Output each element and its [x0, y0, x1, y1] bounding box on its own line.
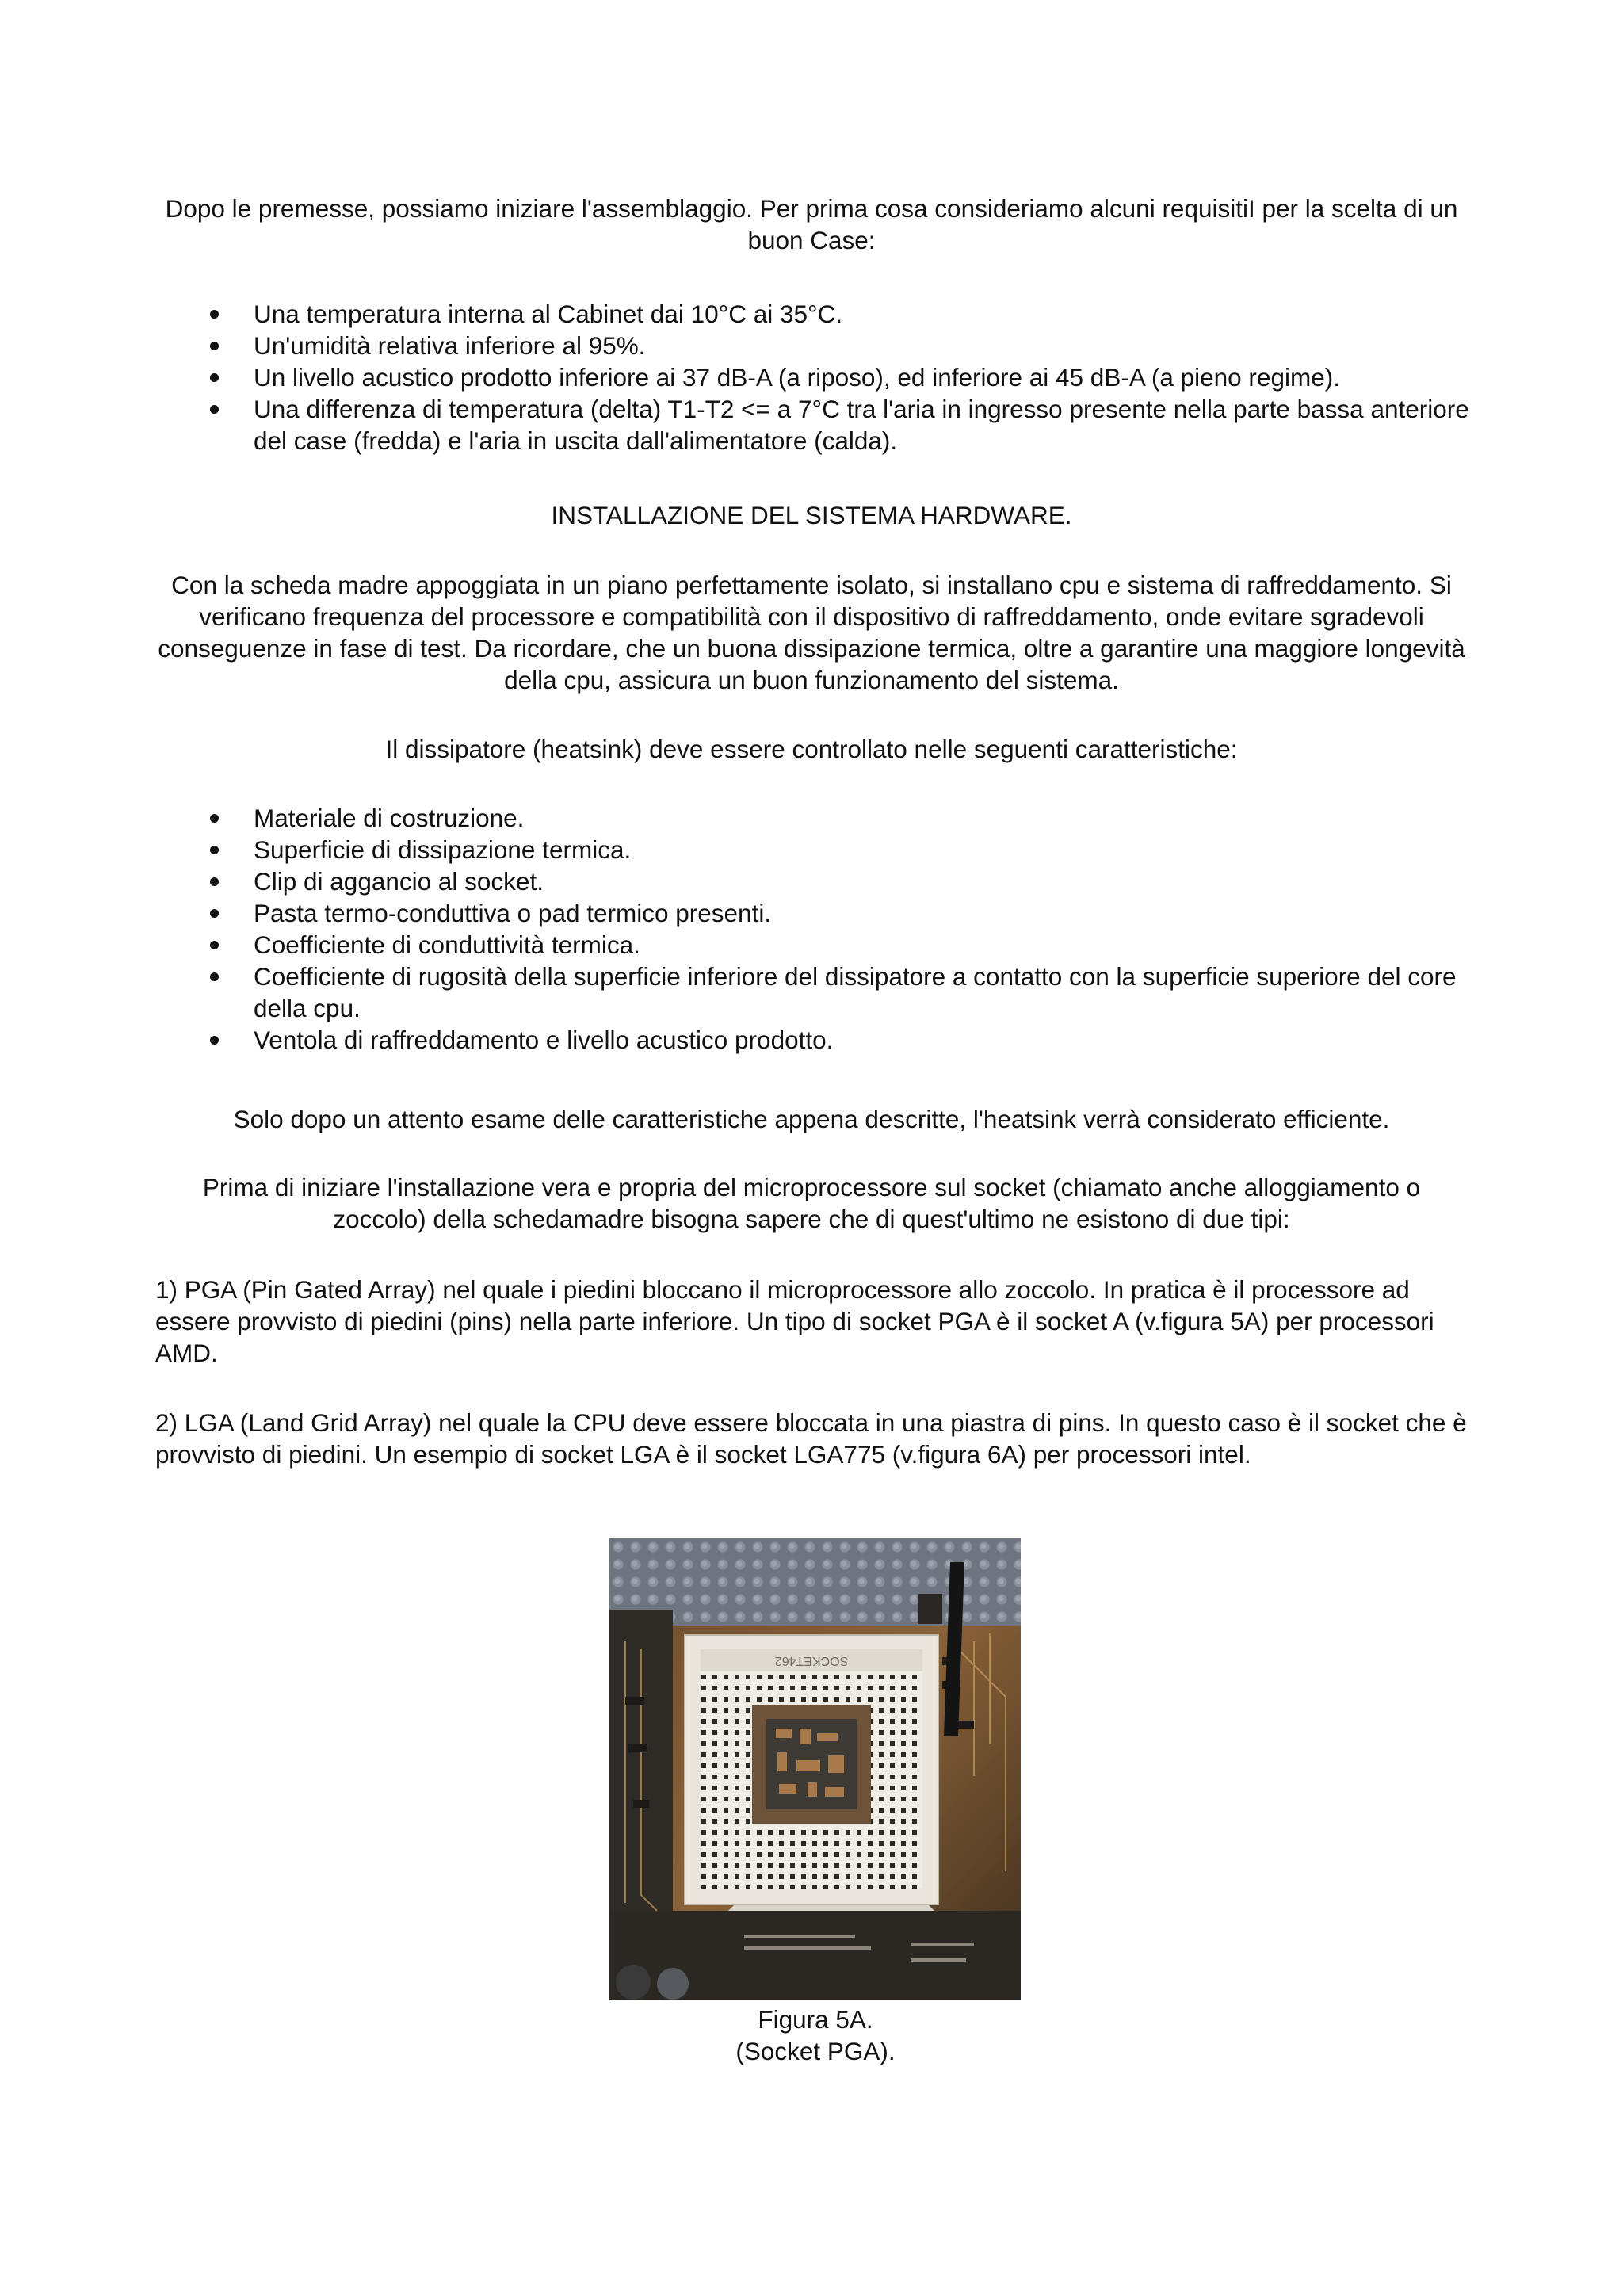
list-item: Un livello acustico prodotto inferiore ai 37 dB-A (a riposo), ed inferiore ai 45 dB-A (a pieno regime).: [155, 361, 1471, 393]
bullet-icon: [210, 909, 219, 918]
socket-pga-paragraph: 1) PGA (Pin Gated Array) nel quale i piedini bloccano il microprocessore allo zoccolo. In pratica è il processore ad essere provvisto di piedini (pins) nella parte inferiore. Un tipo di socket PGA è il socket A (v.figura 5A) per processori AMD.: [155, 1275, 1434, 1367]
bullet-icon: [210, 814, 219, 823]
bullet-icon: [210, 941, 219, 949]
figure-caption-subtitle: (Socket PGA).: [735, 2037, 896, 2065]
section-heading: INSTALLAZIONE DEL SISTEMA HARDWARE.: [551, 501, 1072, 529]
bullet-icon: [210, 310, 219, 319]
socket-intro: Prima di iniziare l'installazione vera e propria del microprocessore sul socket (chiamato anche alloggiamento o zoccolo) della schedamadre bisogna sapere che di quest'ultimo ne esistono di due tipi:: [202, 1173, 1421, 1233]
list-item: Una differenza di temperatura (delta) T1-T2 <= a 7°C tra l'aria in ingresso presente nella parte bassa anteriore del case (fredda) e l'aria in uscita dall'alimentatore (calda).: [155, 393, 1471, 457]
list-item: Coefficiente di conduttività termica.: [155, 929, 1471, 961]
heatsink-conclusion: Solo dopo un attento esame delle caratteristiche appena descritte, l'heatsink verrà considerato efficiente.: [233, 1105, 1390, 1133]
bullet-icon: [210, 877, 219, 886]
list-item: Coefficiente di rugosità della superficie inferiore del dissipatore a contatto con la superficie superiore del core della cpu.: [155, 961, 1471, 1024]
figure-caption-title: Figura 5A.: [758, 2005, 873, 2034]
bullet-icon: [210, 373, 219, 382]
case-requirements-list: [155, 298, 1471, 457]
bullet-icon: [210, 405, 219, 414]
bullet-icon: [210, 846, 219, 854]
heatsink-features-list: [155, 802, 1471, 1056]
intro-paragraph: Dopo le premesse, possiamo iniziare l'assemblaggio. Per prima cosa consideriamo alcuni requisitiI per la scelta di un buon Case:: [165, 194, 1458, 254]
bullet-icon: [210, 972, 219, 981]
list-item: Superficie di dissipazione termica.: [155, 834, 1471, 865]
socket-lga-paragraph: 2) LGA (Land Grid Array) nel quale la CPU deve essere bloccata in una piastra di pins. In questo caso è il socket che è provvisto di piedini. Un esempio di socket LGA è il socket LGA775 (v.figura 6A) per processori intel.: [155, 1408, 1467, 1469]
bullet-icon: [210, 1036, 219, 1045]
list-item: Ventola di raffreddamento e livello acustico prodotto.: [155, 1024, 1471, 1056]
list-item: Una temperatura interna al Cabinet dai 10°C ai 35°C.: [155, 298, 1471, 330]
list-item: Materiale di costruzione.: [155, 802, 1471, 834]
list-item: Clip di aggancio al socket.: [155, 865, 1471, 897]
install-paragraph: Con la scheda madre appoggiata in un piano perfettamente isolato, si installano cpu e sistema di raffreddamento. Si verificano frequenza del processore e compatibilità con il dispositivo di raffreddamento, onde evitare sgradevoli conseguenze in fase di test. Da ricordare, che un buona dissipazione termica, oltre a garantire una maggiore longevità della cpu, assicura un buon funzionamento del sistema.: [158, 571, 1465, 694]
socket-marking-label: SOCKET462: [774, 1654, 849, 1668]
bullet-icon: [210, 342, 219, 350]
list-item: Un'umidità relativa inferiore al 95%.: [155, 330, 1471, 361]
heatsink-intro: Il dissipatore (heatsink) deve essere controllato nelle seguenti caratteristiche:: [385, 735, 1238, 763]
socket-pga-photo: [609, 1538, 1021, 2000]
list-item: Pasta termo-conduttiva o pad termico presenti.: [155, 897, 1471, 929]
